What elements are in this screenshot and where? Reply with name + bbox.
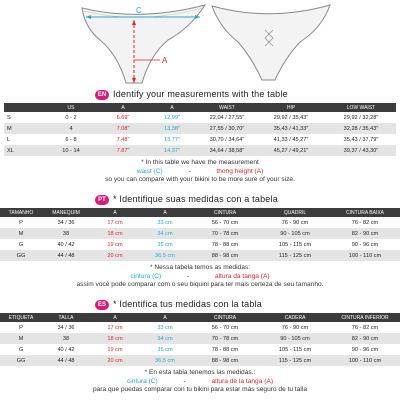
table-cell: 13.77": [164, 136, 180, 143]
section-header: [0, 90, 400, 101]
column-header: A: [90, 208, 140, 217]
column-header: A: [140, 208, 190, 217]
table-cell: 44 / 48: [42, 355, 90, 366]
table-row: [0, 322, 400, 333]
table-cell: 39,37 / 43,30": [326, 145, 396, 156]
label-a: A: [162, 56, 168, 65]
table-cell: 7.87": [100, 145, 146, 156]
table-cell: 78 - 88 cm: [211, 241, 239, 248]
table-cell: 34 / 36: [57, 324, 75, 331]
table-cell: 35 cm: [157, 241, 173, 248]
column-header: TAMANHO: [0, 208, 42, 217]
column-header: LOW WAIST: [326, 103, 396, 112]
section-title: * Identifique suas medidas con a tabela: [113, 194, 278, 204]
note-dash: -: [188, 167, 191, 175]
section-es: [0, 300, 400, 395]
table-row: [4, 123, 396, 134]
table-cell: 90 - 96 cm: [351, 346, 379, 353]
table-cell: 10 - 14: [42, 145, 100, 156]
column-header: HIP: [256, 103, 326, 112]
table-note: [0, 264, 400, 290]
table-cell: 82 - 90 cm: [330, 333, 400, 344]
table-cell: 6.69": [116, 114, 130, 121]
note-measurements: [0, 168, 400, 177]
table-cell: 34,64 / 38,58": [198, 145, 256, 156]
column-header: [4, 103, 42, 112]
size-cell: XL: [4, 145, 42, 156]
table-cell: 18 cm: [90, 228, 140, 239]
table-row: [0, 344, 400, 355]
table-row: [0, 333, 400, 344]
table-cell: 38: [42, 228, 90, 239]
table-row: [0, 239, 400, 250]
table-cell: 40 / 42: [57, 241, 75, 248]
size-cell: M: [0, 333, 42, 344]
column-header: CINTURA: [190, 208, 260, 217]
size-cell: P: [19, 324, 23, 331]
note-height: thong height (A): [216, 167, 264, 175]
table-cell: 44 / 48: [42, 250, 90, 261]
column-header: MANEQUIM: [42, 208, 90, 217]
table-row: [4, 134, 396, 145]
table-cell: 76 - 90 cm: [281, 324, 309, 331]
size-cell: GG: [0, 250, 42, 261]
table-cell: 36,5 cm: [140, 355, 190, 366]
language-badge: ES: [95, 300, 109, 310]
table-cell: 76 - 90 cm: [281, 219, 309, 226]
note-dash: -: [186, 272, 190, 280]
table-cell: 88 - 98 cm: [190, 355, 260, 366]
note-height: altura de la tanga (A): [211, 377, 274, 385]
table-cell: 76 - 82 cm: [351, 324, 379, 331]
table-cell: 76 - 82 cm: [351, 219, 379, 226]
table-cell: 17 cm: [107, 324, 123, 331]
note-line: so you can compare with your bikini to be more sure of your size.: [105, 176, 295, 184]
table-cell: 36,5 cm: [140, 250, 190, 261]
table-cell: 12.99": [164, 114, 180, 121]
table-cell: 0 - 2: [65, 114, 77, 121]
table-cell: 29,92 / 32,28": [343, 114, 379, 121]
section-en: [0, 90, 400, 185]
section-header: [0, 195, 400, 206]
table-cell: 17 cm: [107, 219, 123, 226]
table-cell: 45,27 / 49,21": [256, 145, 326, 156]
size-table: [4, 103, 396, 156]
note-line: assim você pode comparar com o seu biquini para ter mais certeza de seu tamanho.: [76, 281, 324, 289]
table-header-row: [4, 103, 396, 112]
column-header: QUADRIL: [260, 208, 330, 217]
table-cell: 70 - 78 cm: [190, 333, 260, 344]
table-cell: 100 - 110 cm: [330, 250, 400, 261]
table-cell: 30,70 / 34,64": [209, 136, 245, 143]
note-waist: cintura (C): [126, 377, 158, 385]
size-cell: L: [7, 136, 11, 143]
table-cell: 35 cm: [157, 346, 173, 353]
note-line: * In this table we have the measurement: [141, 159, 259, 166]
size-cell: G: [18, 241, 24, 248]
column-header: US: [42, 103, 100, 112]
size-cell: S: [7, 114, 11, 121]
table-cell: 19 cm: [107, 346, 123, 353]
table-cell: 7.48": [116, 136, 130, 143]
section-title: Identify your measurements with the table: [113, 89, 288, 99]
column-header: TALLA: [42, 313, 90, 322]
table-cell: 40 / 42: [57, 346, 75, 353]
table-cell: 14,37": [146, 145, 198, 156]
size-cell: G: [18, 346, 24, 353]
section-header: [0, 300, 400, 311]
table-cell: 105 - 115 cm: [278, 346, 312, 353]
table-header-row: [0, 208, 400, 217]
note-dash: -: [183, 377, 186, 385]
table-cell: 19 cm: [107, 241, 123, 248]
table-row: [4, 112, 396, 123]
table-cell: 6 - 8: [65, 136, 77, 143]
table-cell: 22,04 / 27,55": [209, 114, 245, 121]
table-cell: 7.08": [100, 123, 146, 134]
language-badge: EN: [95, 90, 109, 100]
bikini-back-view: [212, 5, 330, 80]
table-cell: 90 - 96 cm: [351, 241, 379, 248]
table-cell: 32,28 / 35,43": [326, 123, 396, 134]
table-cell: 20 cm: [90, 355, 140, 366]
column-header: ETIQUETA: [0, 313, 42, 322]
table-cell: 27,55 / 30,70": [198, 123, 256, 134]
section-title: * Identifica tus medidas con la tabla: [113, 299, 262, 309]
size-table: [0, 208, 400, 261]
table-cell: 88 - 98 cm: [190, 250, 260, 261]
table-cell: 90 - 105 cm: [260, 228, 330, 239]
note-height: altura da tanga (A): [214, 272, 270, 280]
table-row: [0, 228, 400, 239]
bikini-illustration: [0, 0, 400, 88]
size-table: [0, 313, 400, 366]
section-pt: [0, 195, 400, 290]
table-cell: 90 - 105 cm: [260, 333, 330, 344]
table-cell: 33 cm: [157, 324, 173, 331]
table-cell: 18 cm: [90, 333, 140, 344]
table-cell: 78 - 88 cm: [211, 346, 239, 353]
label-c: C: [136, 6, 142, 15]
table-cell: 115 - 125 cm: [260, 355, 330, 366]
column-header: A: [100, 103, 146, 112]
note-measurements: [0, 378, 400, 387]
size-cell: M: [4, 123, 42, 134]
table-cell: 56 - 70 cm: [211, 219, 239, 226]
column-header: WAIST: [198, 103, 256, 112]
table-cell: 13,38": [146, 123, 198, 134]
column-header: CINTURA: [190, 313, 260, 322]
note-line: * En esta tabla tenemos las medidas.:: [144, 369, 256, 376]
table-cell: 41,33 / 45,27": [273, 136, 309, 143]
table-cell: 100 - 110 cm: [330, 355, 400, 366]
table-row: [0, 355, 400, 366]
note-line: * Nessa tabela temos as medidas:: [149, 264, 251, 271]
table-header-row: [0, 313, 400, 322]
note-waist: waist (C): [136, 167, 163, 175]
note-measurements: [0, 273, 400, 282]
table-cell: 29,92 / 35,43": [273, 114, 309, 121]
table-cell: 38: [42, 333, 90, 344]
size-cell: P: [19, 219, 23, 226]
table-row: [0, 217, 400, 228]
column-header: CINTURA BAIXA: [330, 208, 400, 217]
table-cell: 56 - 70 cm: [211, 324, 239, 331]
column-header: A: [90, 313, 140, 322]
table-cell: 34 cm: [140, 228, 190, 239]
size-cell: M: [0, 228, 42, 239]
table-note: [0, 159, 400, 185]
table-cell: 105 - 115 cm: [278, 241, 312, 248]
note-line: para que puedas comparar con tu bikini para estar más seguro de tu talla: [92, 386, 308, 394]
table-cell: 33 cm: [157, 219, 173, 226]
table-cell: 82 - 90 cm: [330, 228, 400, 239]
table-row: [0, 250, 400, 261]
table-cell: 20 cm: [90, 250, 140, 261]
column-header: A: [140, 313, 190, 322]
table-cell: 4: [42, 123, 100, 134]
table-cell: 115 - 125 cm: [260, 250, 330, 261]
table-note: [0, 369, 400, 395]
table-cell: 70 - 78 cm: [190, 228, 260, 239]
note-waist: cintura (C): [130, 272, 162, 280]
column-header: CINTURA INFERIOR: [330, 313, 400, 322]
column-header: A: [146, 103, 198, 112]
table-cell: 35,43 / 41,33": [256, 123, 326, 134]
table-row: [4, 145, 396, 156]
table-cell: 34 / 36: [57, 219, 75, 226]
column-header: CADERA: [260, 313, 330, 322]
size-cell: GG: [0, 355, 42, 366]
table-cell: 35,43 / 37,79": [343, 136, 379, 143]
table-cell: 34 cm: [140, 333, 190, 344]
language-badge: PT: [95, 195, 109, 205]
